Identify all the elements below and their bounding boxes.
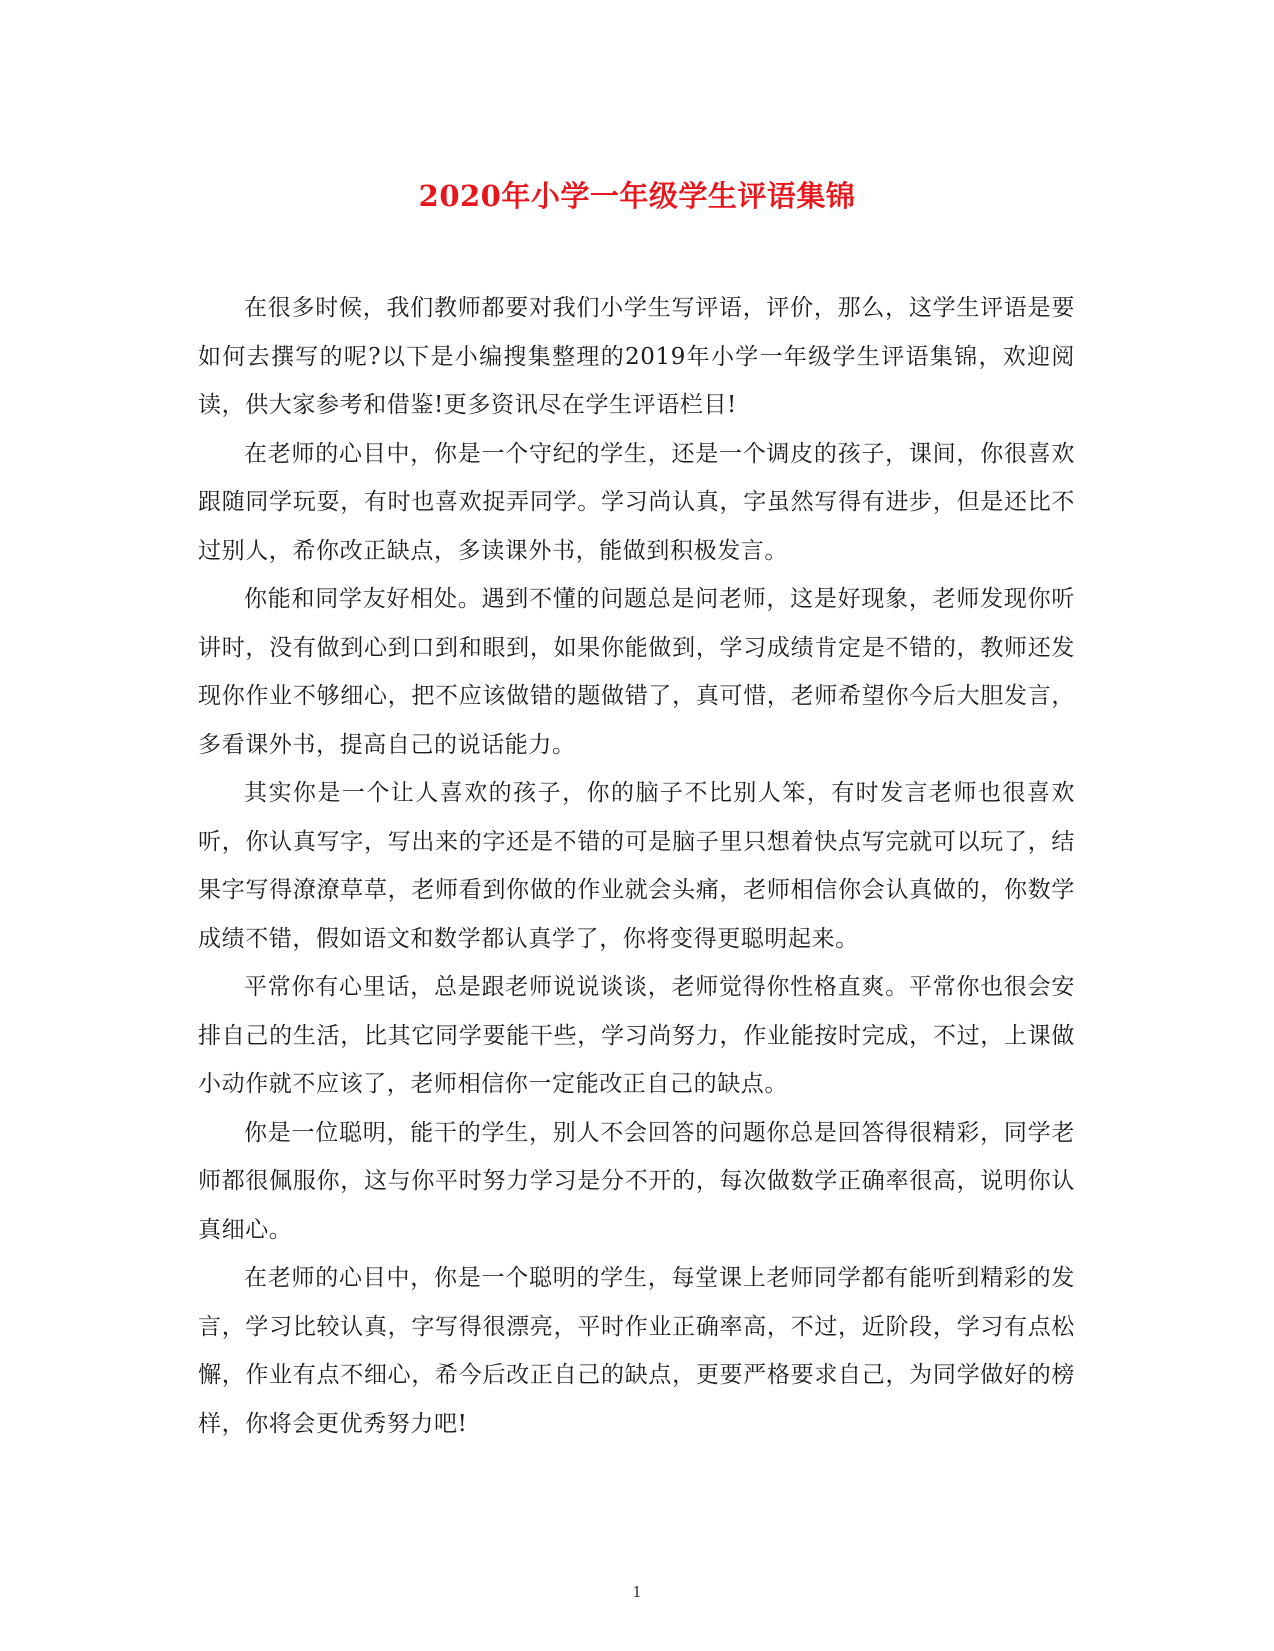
paragraph-comment-2: 你能和同学友好相处。遇到不懂的问题总是问老师，这是好现象，老师发现你听讲时，没有做到心到口到和眼到，如果你能做到，学习成绩肯定是不错的，教师还发现你作业不够细心，把不应该做错的题做错了，真可惜，老师希望你今后大胆发言，多看课外书，提高自己的说话能力。	[198, 586, 1075, 758]
paragraph-comment-1: 在老师的心目中，你是一个守纪的学生，还是一个调皮的孩子，课间，你很喜欢跟随同学玩耍，有时也喜欢捉弄同学。学习尚认真，字虽然写得有进步，但是还比不过别人，希你改正缺点，多读课外书，能做到积极发言。	[198, 440, 1075, 564]
paragraph-intro: 在很多时候，我们教师都要对我们小学生写评语，评价，那么，这学生评语是要如何去撰写的呢?以下是小编搜集整理的2019年小学一年级学生评语集锦，欢迎阅读，供大家参考和借鉴!更多资讯尽在学生评语栏目!	[198, 295, 1075, 418]
document-title: 2020年小学一年级学生评语集锦	[418, 179, 856, 213]
paragraph-comment-4: 平常你有心里话，总是跟老师说说谈谈，老师觉得你性格直爽。平常你也很会安排自己的生活，比其它同学要能干些，学习尚努力，作业能按时完成，不过，上课做小动作就不应该了，老师相信你一定能改正自己的缺点。	[198, 974, 1075, 1097]
paragraph-comment-3: 其实你是一个让人喜欢的孩子，你的脑子不比别人笨，有时发言老师也很喜欢听，你认真写字，写出来的字还是不错的可是脑子里只想着快点写完就可以玩了，结果字写得潦潦草草，老师看到你做的作业就会头痛，老师相信你会认真做的，你数学成绩不错，假如语文和数学都认真学了，你将变得更聪明起来。	[198, 780, 1075, 952]
paragraph-comment-5: 你是一位聪明，能干的学生，别人不会回答的问题你总是回答得很精彩，同学老师都很佩服你，这与你平时努力学习是分不开的，每次做数学正确率很高，说明你认真细心。	[198, 1119, 1075, 1243]
page-number: 1	[632, 1583, 642, 1601]
document-body	[198, 284, 1075, 1448]
paragraph-comment-6: 在老师的心目中，你是一个聪明的学生，每堂课上老师同学都有能听到精彩的发言，学习比较认真，字写得很漂亮，平时作业正确率高，不过，近阶段，学习有点松懈，作业有点不细心，希今后改正自己的缺点，更要严格要求自己，为同学做好的榜样，你将会更优秀努力吧!	[198, 1265, 1075, 1437]
